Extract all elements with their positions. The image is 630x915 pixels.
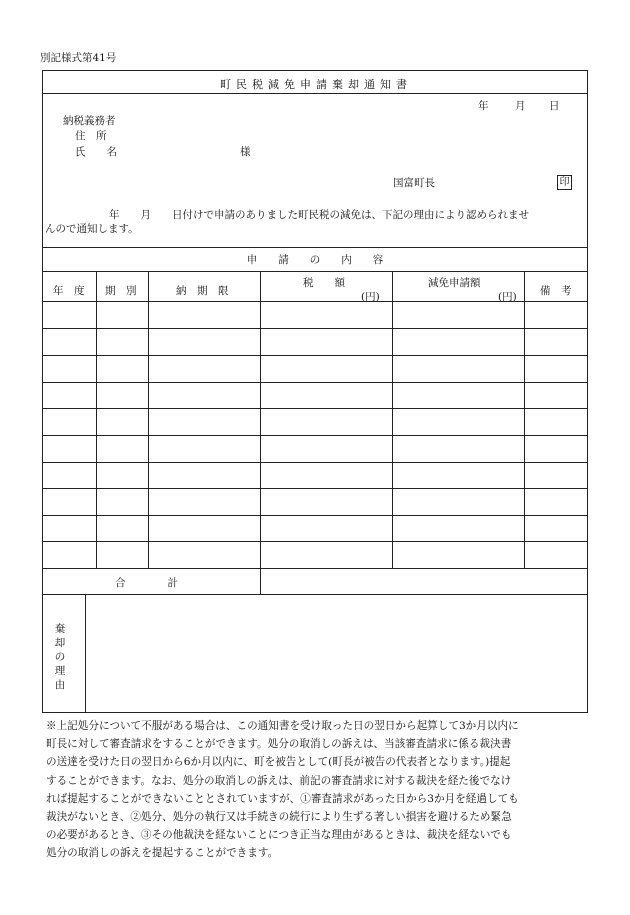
date-year: 年 bbox=[478, 100, 489, 112]
header-row-top-line bbox=[43, 271, 587, 272]
row-line bbox=[43, 488, 587, 489]
form-code: 別記様式第41号 bbox=[40, 52, 117, 64]
notice-line: れば提起することができないこととされていますが、①審査請求があった日から3か月を経過しても bbox=[46, 792, 519, 805]
col-reduction: 減免申請額 bbox=[428, 277, 481, 289]
row-line bbox=[43, 462, 587, 463]
total-label: 合 計 bbox=[115, 577, 178, 589]
row-line bbox=[43, 541, 587, 542]
col-divider-4 bbox=[392, 271, 393, 568]
notice-line: 処分の取消しの訴えを提起することができます。 bbox=[46, 847, 279, 860]
notice-line: の送達を受けた日の翌日から6か月以内に、町を被告として(町長が被告の代表者となります。)提起 bbox=[46, 756, 511, 769]
row-line bbox=[43, 328, 587, 329]
col-due-date: 納 期 限 bbox=[176, 285, 229, 297]
row-line bbox=[43, 355, 587, 356]
taxpayer-label: 納税義務者 bbox=[63, 115, 116, 127]
notice-line: 町長に対して審査請求をすることができます。処分の取消しの訴えは、当該審査請求に係る裁決書 bbox=[46, 738, 512, 751]
reason-label: 棄 却 の 理 由 bbox=[54, 623, 66, 691]
date-day: 日 bbox=[549, 100, 560, 112]
intro-line-2: んので通知します。 bbox=[45, 223, 139, 235]
notice-line: 裁決がないとき、②処分、処分の執行又は手続きの続行により生ずる著しい損害を避けるため緊急 bbox=[46, 811, 512, 824]
row-line bbox=[43, 515, 587, 516]
col-divider-3 bbox=[260, 271, 261, 594]
col-period: 期 別 bbox=[105, 285, 137, 297]
mayor-title: 国富町長 bbox=[393, 177, 435, 189]
notice-line: することができます。なお、処分の取消しの訴えは、前記の審査請求に対する裁決を経た後でなけ bbox=[46, 774, 512, 787]
notice-line: ※上記処分について不服がある場合は、この通知書を受け取った日の翌日から起算して3か月以内に bbox=[46, 720, 519, 732]
section-top-line bbox=[43, 247, 587, 248]
reason-divider bbox=[85, 594, 86, 712]
total-row-top-line bbox=[43, 568, 587, 569]
appeal-notice bbox=[46, 717, 591, 863]
col-tax-unit: (円) bbox=[361, 291, 380, 303]
col-tax: 税 額 bbox=[303, 277, 345, 289]
notice-form bbox=[42, 70, 588, 713]
row-line bbox=[43, 408, 587, 409]
intro-line-1: 年 月 日付けで申請のありました町民税の減免は、下記の理由により認められませ bbox=[109, 209, 529, 221]
col-year: 年 度 bbox=[53, 285, 85, 297]
col-reduction-unit: (円) bbox=[498, 291, 517, 303]
col-divider-1 bbox=[96, 271, 97, 568]
section-header: 申 請 の 内 容 bbox=[246, 254, 384, 266]
notice-line: の必要があるとき、③その他裁決を経ないことにつき正当な理由があるときは、裁決を経ないでも bbox=[46, 829, 512, 842]
date-month: 月 bbox=[515, 100, 526, 112]
row-line bbox=[43, 301, 587, 302]
reason-top-line bbox=[43, 594, 587, 595]
row-line bbox=[43, 435, 587, 436]
honorific: 様 bbox=[240, 146, 251, 158]
form-title: 町民税減免申請棄却通知書 bbox=[220, 78, 412, 91]
col-divider-5 bbox=[524, 271, 525, 568]
col-divider-2 bbox=[148, 271, 149, 568]
row-line bbox=[43, 382, 587, 383]
title-divider bbox=[43, 93, 587, 94]
name-label: 氏 名 bbox=[75, 146, 117, 158]
seal-mark: 印 bbox=[557, 175, 572, 190]
col-remarks: 備 考 bbox=[540, 285, 572, 297]
address-label: 住 所 bbox=[75, 130, 107, 142]
